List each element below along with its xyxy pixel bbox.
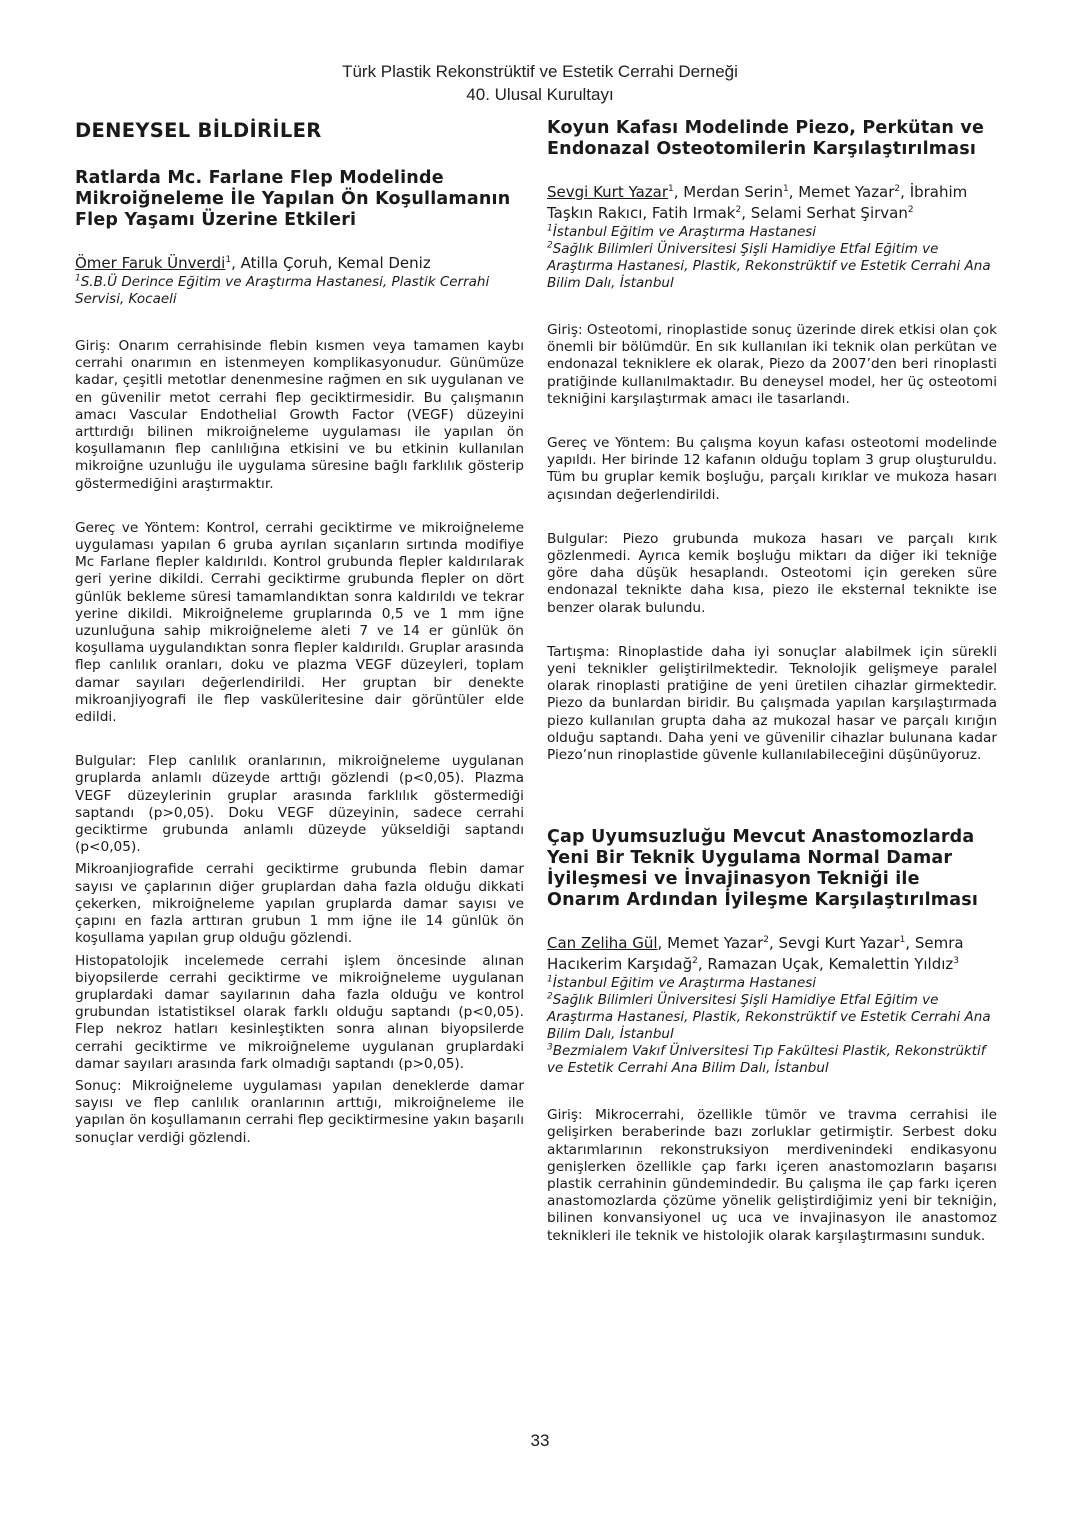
article-title: Koyun Kafası Modelinde Piezo, Perkütan ve Endonazal Osteotomilerin Karşılaştırılması [547,118,985,159]
header-society: Türk Plastik Rekonstrüktif ve Estetik Cerrahi Derneği [342,62,738,81]
affiliation: $^3$Bezmialem Vakıf Üniversitesi Tıp Fakültesi Plastik, Rekonstrüktif ve Estetik Cerrahi Ana Bilim Dalı, İstanbul [547,1042,986,1077]
affiliation: $^2$Sağlık Bilimleri Üniversitesi Şişli Hamidiye Etfal Eğitim ve Araştırma Hastanesi, Plastik, Rekonstrüktif ve Estetik Cerrahi Ana Bilim Dalı, İstanbul [547,240,991,291]
presenting-author: Ömer Faruk Ünverdi [75,254,226,272]
presenting-author: Sevgi Kurt Yazar [547,183,669,201]
presenting-author: Can Zeliha Gül [547,934,658,953]
abstract-introduction: Giriş: Osteotomi, rinoplastide sonuç üzerinde direk etkisi olan çok önemli bir bölümdür. En sık kullanılan iki teknik olan perkütan ve endonazal tekniklere ek olarak, Piezo da 2007’den beri rinoplasti pratiğinde kullanılmaktadır. Bu deneysel model, her üç osteotomi tekniğini karşılaştırmak amacı ile tasarlandı. [547,322,998,407]
abstract-histopathology: Histopatolojik incelemede cerrahi işlem öncesinde alınan biyopsilerde cerrahi geciktirme ve mikroiğneleme uygulanan gruplardaki damar sayılarının daha fazla olduğu ve kontrol grubundan istatistiksel olarak farklı olduğu saptandı (p<0,05). Flep nekroz hatları kesinleştikten sonra alınan biyopsilerde cerrahi geciktirme ve mikroiğneleme uygulanan gruplardaki damar sayıları arasında fark olmadığı saptandı (p>0,05). [75,952,524,1072]
right-column [547,118,997,1272]
affiliation: $^1$S.B.Ü Derince Eğitim ve Araştırma Hastanesi, Plastik Cerrahi Servisi, Kocaeli [75,273,490,307]
affiliations [547,224,997,292]
page-number: 33 [530,1431,550,1450]
left-column [75,118,524,1174]
article-title: Ratlarda Mc. Farlane Flep Modelinde Mikroiğneleme İle Yapılan Ön Koşullamanın Flep Yaşamı Üzerine Etkileri [75,168,511,230]
author-list: Ömer Faruk Ünverdi$^1$, Atilla Çoruh, Kemal Deniz [75,254,431,272]
abstract-methods: Gereç ve Yöntem: Bu çalışma koyun kafası osteotomi modelinde yapıldı. Her birinde 12 kafanın olduğu toplam 3 grup oluşturuldu. Tüm bu gruplar kemik boşluğu, parçalı kırıklar ve mukoza hasarı açısından değerlendirildi. [547,435,997,503]
abstract-microangiography: Mikroanjiografide cerrahi geciktirme grubunda flebin damar sayısı ve çaplarının diğer gruplardan daha fazla olduğu dikkati çekerken, mikroiğneleme yapılan gruplarda damar sayısı ve çapını en fazla arttıran grubun 1 mm iğne ile 14 günlük ön koşullama yapılan grup olduğu gözlendi. [75,861,524,947]
affiliation: $^2$Sağlık Bilimleri Üniversitesi Şişli Hamidiye Etfal Eğitim ve Araştırma Hastanesi, Plastik, Rekonstrüktif ve Estetik Cerrahi Ana Bilim Dalı, İstanbul [547,991,991,1043]
author-list: Can Zeliha Gül, Memet Yazar$^2$, Sevgi Kurt Yazar$^1$, Semra Hacıkerim Karşıdağ$^2$, Ramazan Uçak, Kemalettin Yıldız$^3$ [547,934,964,974]
article-title: Çap Uyumsuzluğu Mevcut Anastomozlarda Yeni Bir Teknik Uygulama Normal Damar İyileşmesi ve İnvajinasyon Tekniği ile Onarım Ardından İyileşme Karşılaştırılması [547,827,979,911]
abstract-introduction: Giriş: Mikrocerrahi, özellikle tümör ve travma cerrahisi ile gelişirken beraberinde bazı zorluklar getirmiştir. Serbest doku aktarımlarının rekonstruksiyon merdivenindeki endikasyonu genişlerken özellikle çap farkı içeren anastomozların başarısı plastik cerrahinin gündemindedir. Bu çalışma ile çap farkı içeren anastomozlarda çözüme yönelik geliştirdiğimiz yeni bir tekniğin, bilinen konvansiyonel uç uca ve invajinasyon ile anastomoz teknikleri ile teknik ve histolojik olarak karşılaştırmasını sunduk. [547,1107,997,1244]
page-header [0,60,1080,106]
abstract-methods: Gereç ve Yöntem: Kontrol, cerrahi geciktirme ve mikroiğneleme uygulaması yapılan 6 gruba ayrılan sıçanların sırtında modifiye Mc Farlane flepler kaldırıldı. Kontrol grubunda flepler kaldırılarak geri yerine dikildi. Cerrahi geciktirme grubunda flepler on dört günlük bekleme süresi tamamlandıktan sonra kaldırıldı ve tekrar yerine dikildi. Mikroiğneleme gruplarında 0,5 ve 1 mm iğne uzunluğuna sahip mikroiğneleme aleti 7 ve 14 er günlük ön koşullama uygulandıktan sonra flepler kaldırıldı. Gruplar arasında flep canlılık oranları, doku ve plazma VEGF düzeyleri, toplam damar sayıları değerlendirildi. Her gruptan bir denekte mikroanjiyografi ile flep vasküleritesine dair görüntüler elde edildi. [75,519,524,726]
affiliation: $^1$İstanbul Eğitim ve Araştırma Hastanesi [547,974,817,992]
affiliations [547,975,997,1077]
abstract-discussion: Tartışma: Rinoplastide daha iyi sonuçlar alabilmek için sürekli yeni teknikler geliştirilmektedir. Teknolojik gelişmeye paralel olarak rinoplasti pratiğine de yeni üretilen cihazlar girmektedir. Piezo da bunlardan biridir. Bu çalışmada yapılan karşılaştırmada piezo kullanılan grupta daha az mukozal hasar ve parçalı kırığın olduğu saptandı. Daha yeni ve güvenilir cihazlar bulunana kadar Piezo’nun rinoplastide güvenle kullanılabileceğini düşünüyoruz. [547,643,997,764]
author-list: Sevgi Kurt Yazar$^1$, Merdan Serin$^1$, Memet Yazar$^2$, İbrahim Taşkın Rakıcı, Fatih Irmak$^2$, Selami Serhat Şirvan$^2$ [547,183,968,222]
abstract-results: Bulgular: Piezo grubunda mukoza hasarı ve parçalı kırık gözlenmedi. Ayrıca kemik boşluğu miktarı da diğer iki tekniğe göre daha düşük hesaplandı. Osteotomi için gereken süre endonazal teknikte daha kısa, piezo ile eksternal teknikte ise benzer olarak bulundu. [547,530,997,616]
affiliation: $^1$İstanbul Eğitim ve Araştırma Hastanesi [547,223,817,240]
abstract-introduction: Giriş: Onarım cerrahisinde flebin kısmen veya tamamen kaybı cerrahi onarımın en istenmeyen komplikasyonudur. Günümüze kadar, çeşitli metotlar denenmesine rağmen en sık uygulanan ve en güvenilir metot cerrahi flep geciktirmesidir. Bu çalışmanın amacı Vascular Endothelial Growth Factor (VEGF) düzeyini arttırdığı bilinen mikroiğneleme uygulaması ile yapılan ön koşullamanın flep canlılığına etkisini ve bu etkinin kullanılan mikroiğne uzunluğu ile uygulama süresine bağlı farklılık gösterip göstermediğini araştırmaktır. [75,338,524,492]
section-title: DENEYSEL BİLDİRİLER [75,119,322,142]
abstract-conclusion: Sonuç: Mikroiğneleme uygulaması yapılan deneklerde damar sayısı ve flep canlılık oranlarının arttığı, mikroiğneleme ile yapılan ön koşullamanın cerrahi flep geciktirmesine yakın başarılı sonuçlar verdiği gözlendi. [75,1077,524,1146]
header-congress: 40. Ulusal Kurultayı [466,85,614,104]
affiliations [75,274,524,308]
abstract-results: Bulgular: Flep canlılık oranlarının, mikroiğneleme uygulanan gruplarda anlamlı düzeyde arttığı gözlendi (p<0,05). Plazma VEGF düzeylerinin gruplar arasında farklılık göstermediği saptandı (p>0,05). Doku VEGF düzeyinin, sadece cerrahi geciktirme grubunda anlamlı düzeyde yükseldiği saptandı (p<0,05). [75,753,524,856]
